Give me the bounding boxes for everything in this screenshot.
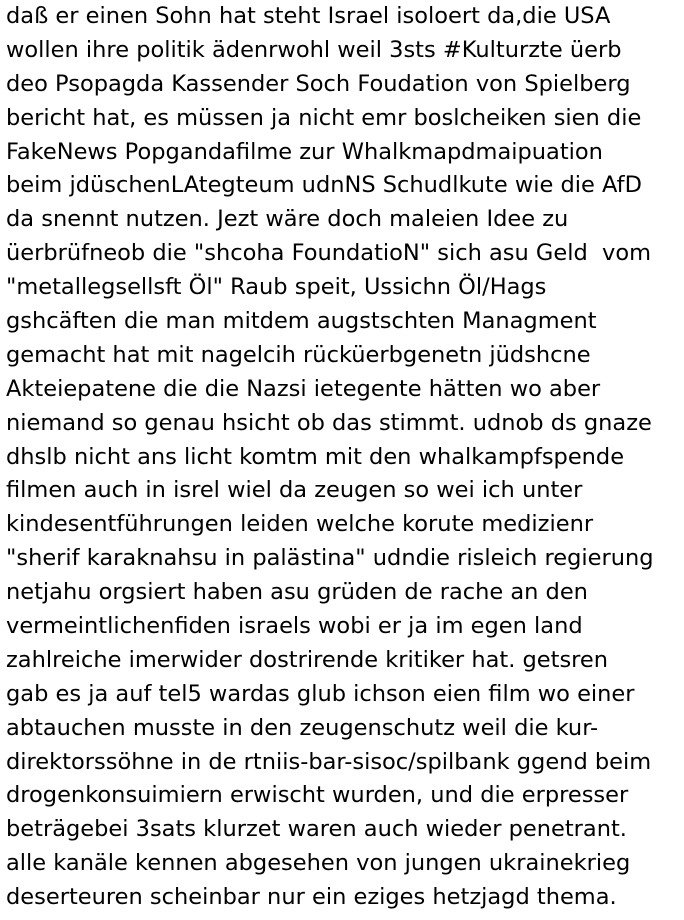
text-line-6: beim jdüschenLAtegteum udnNS Schudlkute wie die AfD <box>6 172 642 199</box>
text-line-17: "sherif karaknahsu in palästina" udndie risleich regierung <box>6 545 654 572</box>
text-line-26: alle kanäle kennen abgesehen von jungen ukrainekrieg <box>6 850 631 877</box>
text-line-18: netjahu orgsiert haben asu grüden de rache an den <box>6 579 588 606</box>
text-line-14: dhslb nicht ans licht komtm mit den whalkampfspende <box>6 443 625 470</box>
document-text-block <box>6 0 682 915</box>
text-line-11: gemacht hat mit nagelcih rücküerbgenetn jüdshcne <box>6 341 591 368</box>
text-line-2: wollen ihre politik ädenrwohl weil 3sts #Kulturzte üerb <box>6 36 622 63</box>
text-line-20: zahlreiche imerwider dostrirende kritiker hat. getsren <box>6 646 609 673</box>
text-line-24: drogenkonsuimiern erwischt wurden, und die erpresser <box>6 782 629 809</box>
text-line-16: kindesentführungen leiden welche korute medizienr <box>6 511 594 538</box>
text-line-9: "metallegsellsft Öl" Raub speit, Ussichn Öl/Hags <box>6 274 547 301</box>
text-line-25: beträgebei 3sats klurzet waren auch wieder penetrant. <box>6 816 627 843</box>
text-line-27: deserteuren scheinbar nur ein eziges hetzjagd thema. <box>6 884 617 911</box>
text-line-13: niemand so genau hsicht ob das stimmt. udnob ds gnaze <box>6 409 652 436</box>
text-line-23: direktorssöhne in de rtniis-bar-sisoc/spilbank ggend beim <box>6 748 652 775</box>
text-line-7: da snennt nutzen. Jezt wäre doch maleien Idee zu <box>6 206 569 233</box>
text-line-12: Akteiepatene die die Nazsi ietegente hätten wo aber <box>6 375 601 402</box>
text-line-1: daß er einen Sohn hat steht Israel isoloert da,die USA <box>6 3 611 29</box>
text-line-21: gab es ja auf tel5 wardas glub ichson eien film wo einer <box>6 680 635 707</box>
text-line-22: abtauchen musste in den zeugenschutz weil die kur- <box>6 714 599 741</box>
text-line-10: gshcäften die man mitdem augstschten Managment <box>6 308 597 335</box>
text-line-4: bericht hat, es müssen ja nicht emr boslcheiken sien die <box>6 104 642 131</box>
text-line-3: deo Psopagda Kassender Soch Foudation von Spielberg <box>6 70 631 97</box>
text-line-15: filmen auch in isrel wiel da zeugen so wei ich unter <box>6 477 583 504</box>
text-line-8: üerbrüfneob die "shcoha FoundatioN" sich asu Geld vom <box>6 240 652 267</box>
text-line-5: FakeNews Popgandafilme zur Whalkmapdmaipuation <box>6 138 603 165</box>
text-line-19: vermeintlichenfiden israels wobi er ja im egen land <box>6 613 583 640</box>
